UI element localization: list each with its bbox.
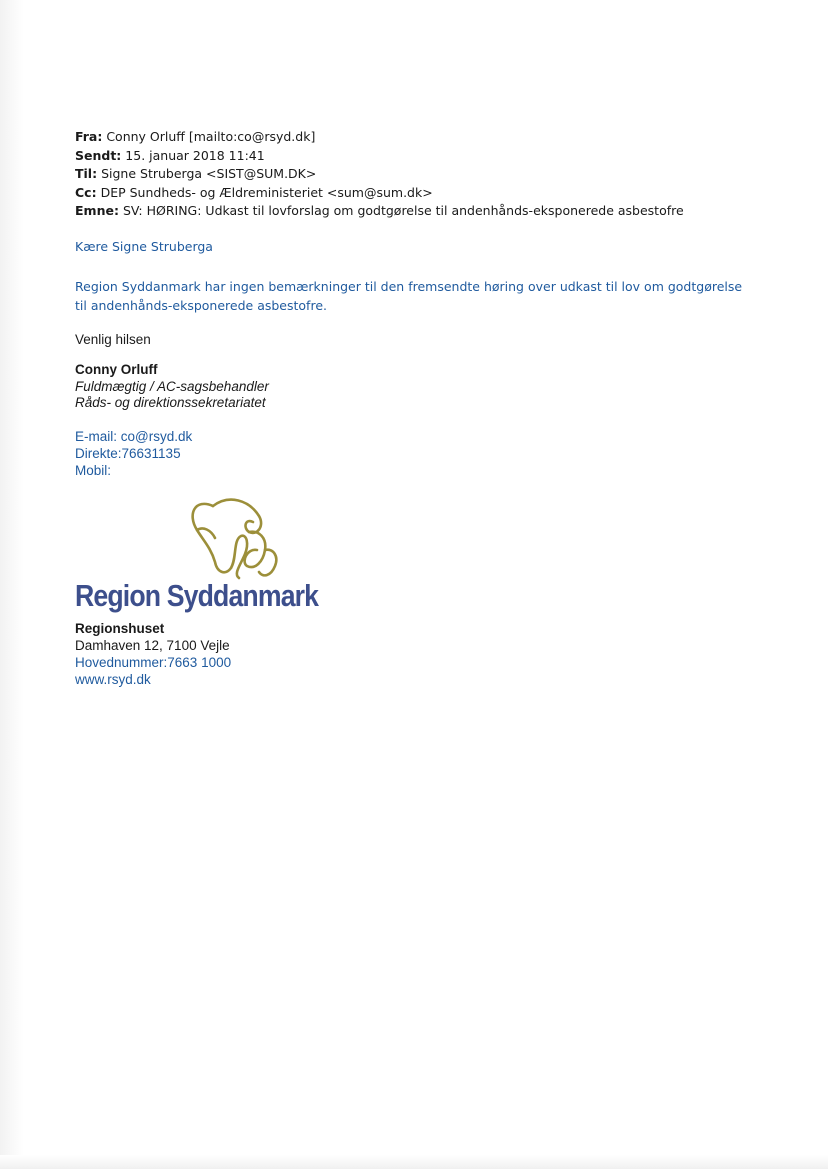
contact-block: [75, 428, 192, 479]
address-org: Regionshuset: [75, 621, 165, 636]
from-line: [75, 128, 684, 147]
subject-line: [75, 202, 684, 221]
closing: Venlig hilsen: [75, 332, 151, 347]
sent-line: [75, 147, 684, 166]
body-paragraph: [75, 277, 765, 315]
address-phone: Hovednummer:7663 1000: [75, 655, 232, 670]
mobile-label: Mobil:: [75, 463, 112, 478]
website-link[interactable]: www.rsyd.dk: [75, 672, 151, 687]
signature-title: Fuldmægtig / AC-sagsbehandler: [75, 378, 269, 394]
scan-shadow-bottom: [0, 1155, 828, 1169]
from-label: Fra:: [75, 129, 103, 144]
email-label: E-mail:: [75, 429, 118, 444]
direct-row: [75, 445, 192, 462]
region-syddanmark-logo-icon: [185, 492, 285, 584]
sent-value: 15. januar 2018 11:41: [125, 147, 265, 163]
direct-value: 76631135: [121, 446, 181, 461]
cc-line: [75, 184, 684, 203]
email-header: [75, 128, 684, 221]
to-label: Til:: [75, 166, 98, 181]
mobile-row: [75, 462, 192, 479]
logo-wordmark: Region Syddanmark: [75, 578, 319, 613]
to-value: Signe Struberga <SIST@SUM.DK>: [101, 166, 317, 181]
body-line-1: Region Syddanmark har ingen bemærkninger til den fremsendte høring over udkast til lov om godtgørelse: [75, 279, 743, 294]
signature-block: [75, 362, 269, 412]
subject-value: SV: HØRING: Udkast til lovforslag om godtgørelse til andenhånds-eksponerede asbestofre: [122, 203, 684, 218]
scan-shadow-left: [0, 0, 24, 1169]
signature-department: Råds- og direktionssekretariatet: [75, 395, 266, 410]
cc-value: DEP Sundheds- og Ældreministeriet <sum@sum.dk>: [100, 184, 433, 200]
address-street: Damhaven 12, 7100 Vejle: [75, 638, 230, 653]
signature-name: Conny Orluff: [75, 362, 158, 377]
direct-label: Direkte:: [75, 446, 122, 461]
body-line-2: til andenhånds-eksponerede asbestofre.: [75, 298, 327, 313]
subject-label: Emne:: [75, 203, 119, 218]
address-block: [75, 620, 231, 688]
sent-label: Sendt:: [75, 147, 122, 163]
greeting: Kære Signe Struberga: [75, 239, 213, 254]
cc-label: Cc:: [75, 184, 97, 200]
email-row: [75, 428, 192, 445]
to-line: [75, 165, 684, 184]
email-link[interactable]: co@rsyd.dk: [120, 429, 193, 444]
from-value: Conny Orluff [mailto:co@rsyd.dk]: [106, 129, 316, 144]
